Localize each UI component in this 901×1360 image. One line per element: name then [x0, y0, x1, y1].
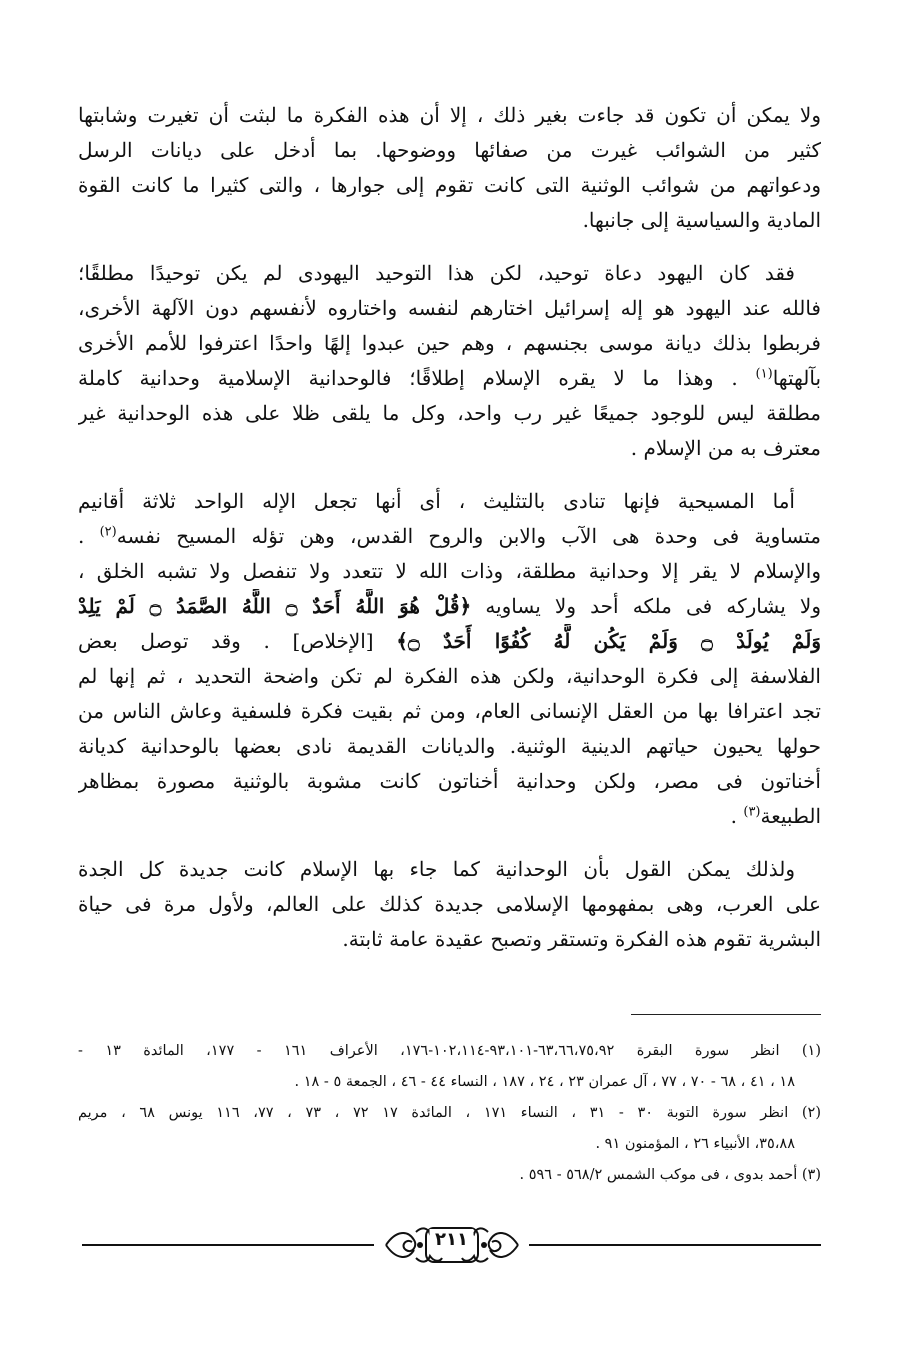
text-line: المادية والسياسية إلى جانبها.	[582, 208, 821, 232]
footnote-reference-2[interactable]: (٢)	[99, 524, 117, 540]
footnote-3: (٣) أحمد بدوى ، فى موكب الشمس ٥٦٨/٢ - ٥٩٦ .	[519, 1167, 821, 1183]
text-line	[78, 519, 821, 554]
paragraph-3	[78, 484, 821, 834]
text-line: تجد اعترافا بها من العقل الإنسانى العام، ومن ثم بقيت فكرة فلسفية وعاش الناس من	[78, 699, 821, 723]
footnote-separator	[631, 1014, 821, 1015]
quran-verse: وَلَمْ يُولَدْ ۝ وَلَمْ يَكُن لَّهُ كُفُوًا أَحَدٌ ۝﴾	[396, 629, 821, 653]
quran-verse: ﴿قُلْ هُوَ اللَّهُ أَحَدٌ ۝ اللَّهُ الصَّمَدُ ۝ لَمْ يَلِدْ	[78, 594, 472, 618]
text-line: فقد كان اليهود دعاة توحيد، لكن هذا التوحيد اليهودى لم يكن توحيدًا مطلقًا؛	[78, 261, 795, 285]
text-run: الطبيعة	[760, 804, 821, 828]
text-line: أما المسيحية فإنها تنادى بالتثليث ، أى أنها تجعل الإله الواحد ثلاثة أقانيم	[78, 489, 795, 513]
text-run: متساوية فى وحدة هى الآب والابن والروح القدس، وهن تؤله المسيح نفسه	[116, 524, 821, 548]
text-line	[78, 361, 821, 396]
text-run: بآلهتها	[772, 366, 821, 390]
text-line: حولها يحيون حياتهم الدينية الوثنية. والديانات القديمة نادى بعضها بالوحدانية كديانة	[78, 734, 821, 758]
text-line: ودعواتهم من شوائب الوثنية التى كانت تقوم إلى جوارها ، والتى كثيرا ما كانت القوة	[78, 173, 821, 197]
page-body	[78, 98, 821, 957]
text-line: كثير من الشوائب غيرت من صفائها ووضوحها. بما أدخل على ديانات الرسل	[78, 138, 821, 162]
text-line: معترف به من الإسلام .	[630, 436, 821, 460]
text-run: [الإخلاص] . وقد توصل بعض	[78, 629, 374, 653]
footnote-reference-3[interactable]: (٣)	[743, 804, 761, 820]
text-line: فالله عند اليهود هو إله إسرائيل اختارهم لنفسه واختاروه لأنفسهم دون الآلهة الأخرى،	[78, 296, 821, 320]
footnote-reference-1[interactable]: (١)	[755, 366, 773, 382]
text-line: والإسلام لا يقر إلا وحدانية مطلقة، وذات الله لا تتعدد ولا تنفصل ولا تشبه الخلق ،	[78, 559, 821, 583]
text-line: الفلاسفة إلى فكرة الوحدانية، ولكن هذه الفكرة لم تكن واضحة التحديد ، ثم إنها لم	[78, 664, 821, 688]
footnote-2-continuation: ٣٥،٨٨، الأنبياء ٢٦ ، المؤمنون ٩١ .	[595, 1136, 795, 1152]
text-line	[78, 589, 821, 624]
text-run: .	[730, 804, 737, 828]
footer-rule-right	[529, 1244, 821, 1246]
text-line: مطلقة ليس للوجود جميعًا غير رب واحد، وكل ما يلقى ظلا على هذه الوحدانية غير	[78, 401, 821, 425]
footnote-1-continuation: ١٨ ، ٤١ ، ٦٨ - ٧٠ ، ٧٧ ، آل عمران ٢٣ ، ٢٤ ، ١٨٧ ، النساء ٤٤ - ٤٦ ، الجمعة ٥ - ١٨ .	[294, 1074, 795, 1090]
text-line: ولذلك يمكن القول بأن الوحدانية كما جاء بها الإسلام كانت جديدة كل الجدة	[78, 857, 795, 881]
paragraph-1	[78, 98, 821, 238]
paragraph-4	[78, 852, 821, 957]
text-line: فربطوا بذلك ديانة موسى بجنسهم ، وهم حين عبدوا إلهًا واحدًا اعترفوا للأمم الأخرى	[78, 331, 821, 355]
footnote-2: (٢) انظر سورة التوبة ٣٠ - ٣١ ، النساء ١٧١ ، المائدة ١٧ ٧٢ ، ٧٣ ، ٧٧، ١١٦ يونس ٦٨ ، مريم	[78, 1105, 821, 1121]
text-run: .	[78, 524, 85, 548]
text-line: أخناتون فى مصر، ولكن وحدانية أخناتون كانت مشوبة بالوثنية مصورة بمظاهر	[78, 769, 821, 793]
text-run: ولا يشاركه فى ملكه أحد ولا يساويه	[485, 594, 821, 618]
text-run: . وهذا ما لا يقره الإسلام إطلاقًا؛ فالوحدانية الإسلامية وحدانية كاملة	[78, 366, 738, 390]
footer-rule-left	[82, 1244, 374, 1246]
footnotes	[78, 1036, 821, 1191]
text-line: البشرية تقوم هذه الفكرة وتستقر وتصبح عقيدة عامة ثابتة.	[342, 927, 821, 951]
text-line: ولا يمكن أن تكون قد جاءت بغير ذلك ، إلا أن هذه الفكرة ما لبثت أن تغيرت وشابتها	[78, 103, 821, 127]
paragraph-2	[78, 256, 821, 466]
page-footer	[82, 1220, 821, 1270]
text-line	[78, 624, 821, 659]
text-line	[78, 799, 821, 834]
page-number: ٢١١	[429, 1229, 474, 1250]
text-line: على العرب، وهى بمفهومها الإسلامى جديدة كذلك على العالم، ولأول مرة فى حياة	[78, 892, 821, 916]
footnote-1: (١) انظر سورة البقرة ٦٣،٦٦،٧٥،٩٢-٩٣،١٠١-١٠٢،١١٤-١٧٦، الأعراف ١٦١ - ١٧٧، المائدة ١٣ -	[78, 1043, 821, 1059]
